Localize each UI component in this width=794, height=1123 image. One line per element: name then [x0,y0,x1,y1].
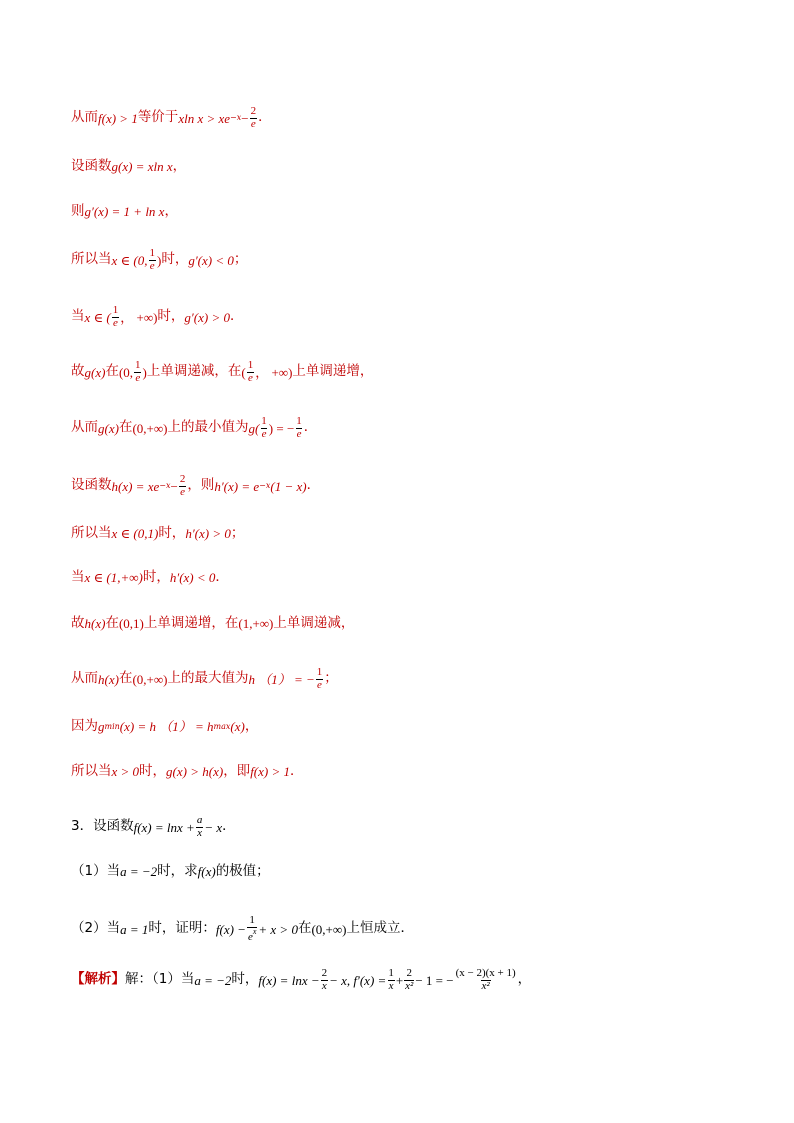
solution-line-1: 从而 f(x) > 1 等价于 xln x > xe −x − $\frac{2}{e}$ ． [71,105,272,130]
problem-3-solution: 【解析】 解：（1）当 a = −2 时， f(x) = lnx − $\frac{2}{x}$ − x, f′(x) = $\frac{1}{x}$ + $\frac{2}{\text{x²}}$ − 1 = − $\frac{(x - 2)(x + 1)}{\text{x²}}$ ， [71,967,532,992]
solution-line-6: 故 g(x) 在 (0, $\frac{1}{e}$ ) 上单调递减，在 ( $\frac{1}{e}$ ， +∞) 上单调递增， [71,359,374,384]
solution-line-5: 当 x ∈ ( $\frac{1}{e}$ ， +∞) 时， g′(x) > 0 ． [71,304,244,329]
solution-line-9: 所以当 x ∈ (0,1) 时， h′(x) > 0 ； [71,525,245,542]
solution-line-10: 当 x ∈ (1,+∞) 时， h′(x) < 0 ． [71,569,229,586]
fraction: $\frac{2}{x}$ [321,967,328,992]
solution-line-3: 则 g′(x) = 1 + ln x ， [71,203,178,220]
solution-line-13: 因为 g min (x) = h （1） = h max (x) ， [71,718,259,735]
fraction: $\frac{2}{e}$ [179,473,186,498]
solution-line-14: 所以当 x > 0 时， g(x) > h(x) ，即 f(x) > 1 ． [71,763,304,780]
solution-line-7: 从而 g(x) 在 (0,+∞) 上的最小值为 g( $\frac{1}{e}$ ) = − $\frac{1}{e}$ ． [71,415,318,440]
problem-3-part-1: （1）当 a = −2 时，求 f(x) 的极值； [71,863,270,880]
solution-line-12: 从而 h(x) 在 (0,+∞) 上的最大值为 h （1） = − $\frac{1}{e}$ ； [71,666,338,691]
solution-line-8: 设函数 h(x) = xe −x − $\frac{2}{e}$ ，则 h′(x) = e −x (1 − x) ． [71,473,321,498]
fraction: $\frac{1}{e}$ [149,247,155,272]
solution-line-2: 设函数 g(x) = xln x ， [71,158,187,175]
fraction: $\frac{1}{e}$ [247,359,254,384]
fraction: $\frac{2}{e}$ [250,105,257,130]
analysis-tag: 【解析】 [71,971,125,988]
fraction: $\frac{1}{e}$ [316,666,323,691]
solution-line-4: 所以当 x ∈ (0, $\frac{1}{e}$ ) 时， g′(x) < 0 ； [71,247,248,272]
fraction: $\frac{1}{e^x}$ [247,914,257,943]
problem-3-statement: 3．设函数 f(x) = lnx + $\frac{a}{x}$ − x ． [71,814,236,839]
fraction: $\frac{a}{x}$ [196,814,203,839]
solution-line-11: 故 h(x) 在 (0,1) 上单调递增，在 (1,+∞) 上单调递减， [71,615,355,632]
fraction: $\frac{1}{x}$ [388,967,394,992]
fraction: $\frac{(x - 2)(x + 1)}{\text{x²}}$ [455,967,516,992]
fraction: $\frac{1}{e}$ [135,359,141,384]
fraction: $\frac{2}{\text{x²}}$ [405,967,414,992]
problem-3-part-2: （2）当 a = 1 时，证明： f(x) − $\frac{1}{e^x}$ + x > 0 在 (0,+∞) 上恒成立． [71,914,414,943]
fraction: $\frac{1}{e}$ [112,304,119,329]
fraction: $\frac{1}{e}$ [261,415,267,440]
fraction: $\frac{1}{e}$ [296,415,302,440]
